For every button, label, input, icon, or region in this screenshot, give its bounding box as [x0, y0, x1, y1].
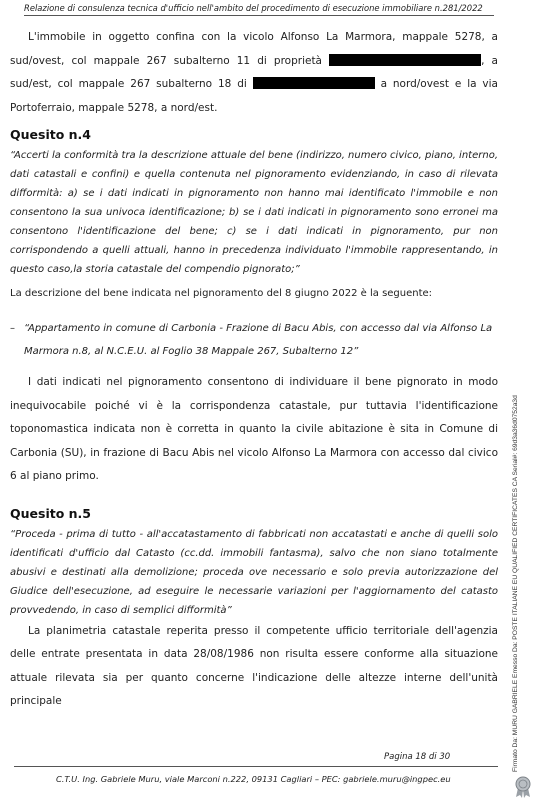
quesito-4-answer: I dati indicati nel pignoramento consentono di individuare il bene pignorato in modo inequivocabile poiché vi è la corrispondenza catastale, pur tuttavia l'identificazione toponomastica indicata non è corretta in quanto la civile abitazione è sita in Comune di Carbonia (SU), in frazione di Bacu Abis nel vicolo Alfonso La Marmora con accesso dal civico 6 al piano primo. [10, 376, 498, 482]
quesito-5-answer: La planimetria catastale reperita presso il competente ufficio territoriale dell'agenzia delle entrate presentata in data 28/08/1986 non risulta essere conforme alla situazione attuale rilevata sia per quanto concerne l'indicazione delle altezze interne dell'unità principale [10, 624, 498, 707]
redaction-bar [329, 54, 481, 66]
footer-divider [14, 766, 498, 767]
quesito-4-heading: Quesito n.4 [10, 127, 91, 142]
footer-address: C.T.U. Ing. Gabriele Muru, viale Marconi n.222, 09131 Cagliari – PEC: gabriele.muru@ingpec.eu [56, 774, 451, 784]
boundaries-text-1: L'immobile in oggetto confina con la vicolo Alfonso La Marmora, mappale 5278, a sud/ovest, col mappale 267 subalterno 11 di proprietà [10, 31, 498, 67]
page-content [10, 26, 498, 714]
bullet-dash: – [10, 323, 15, 334]
boundaries-text-3: a nord/ovest e la via Portoferraio, mappale 5278, a nord/est. [10, 78, 498, 114]
boundaries-paragraph [10, 26, 498, 120]
quesito-5-question: “Proceda - prima di tutto - all'accatastamento di fabbricati non accatastati e anche di quelli solo identificati d'ufficio dal Catasto (cc.dd. immobili fantasma), salvo che non siano totalmente abusivi e destinati alla demolizione; proceda ove necessario e solo previa autorizzazione del Giudice dell'esecuzione, ad eseguire le necessarie variazioni per l'aggiornamento del catasto provvedendo, in caso di semplici difformità” [10, 528, 498, 616]
digital-signature-text: Firmato Da: MURU GABRIELE Emesso Da: POSTE ITALIANE EU QUALIFIED CERTIFICATES CA Serial#: 69d3a36d0752a3d [512, 395, 519, 772]
quesito-5-heading: Quesito n.5 [10, 505, 91, 521]
page-number: Pagina 18 di 30 [384, 752, 451, 762]
redaction-bar [253, 77, 375, 89]
pignoramento-description-text: “Appartamento in comune di Carbonia - Frazione di Bacu Abis, con accesso dal via Alfonso La Marmora n.8, al N.C.E.U. al Foglio 38 Mappale 267, Subalterno 12” [24, 323, 493, 357]
document-header: Relazione di consulenza tecnica d'ufficio nell'ambito del procedimento di esecuzione immobiliare n.281/2022 [24, 3, 494, 16]
certificate-seal-icon [513, 776, 533, 798]
quesito-4-statement: La descrizione del bene indicata nel pignoramento del 8 giugno 2022 è la seguente: [10, 288, 433, 299]
pignoramento-description-item [10, 317, 498, 363]
quesito-4-question: “Accerti la conformità tra la descrizione attuale del bene (indirizzo, numero civico, piano, interno, dati catastali e confini) e quella contenuta nel pignoramento evidenziando, in caso di rilevata difformità: a) se i dati indicati in pignoramento non hanno mai identificato l'immobile e non consentono la sua univoca identificazione; b) se i dati indicati in pignoramento sono erronei ma consentono l'identificazione del bene; c) se i dati indicati in pignoramento, pur non corrispondendo a quelli attuali, hanno in precedenza individuato l'immobile rappresentando, in questo caso,la storia catastale del compendio pignorato;” [10, 150, 498, 275]
boundaries-text-2: , a sud/est, col mappale 267 subalterno 18 di [10, 54, 498, 90]
